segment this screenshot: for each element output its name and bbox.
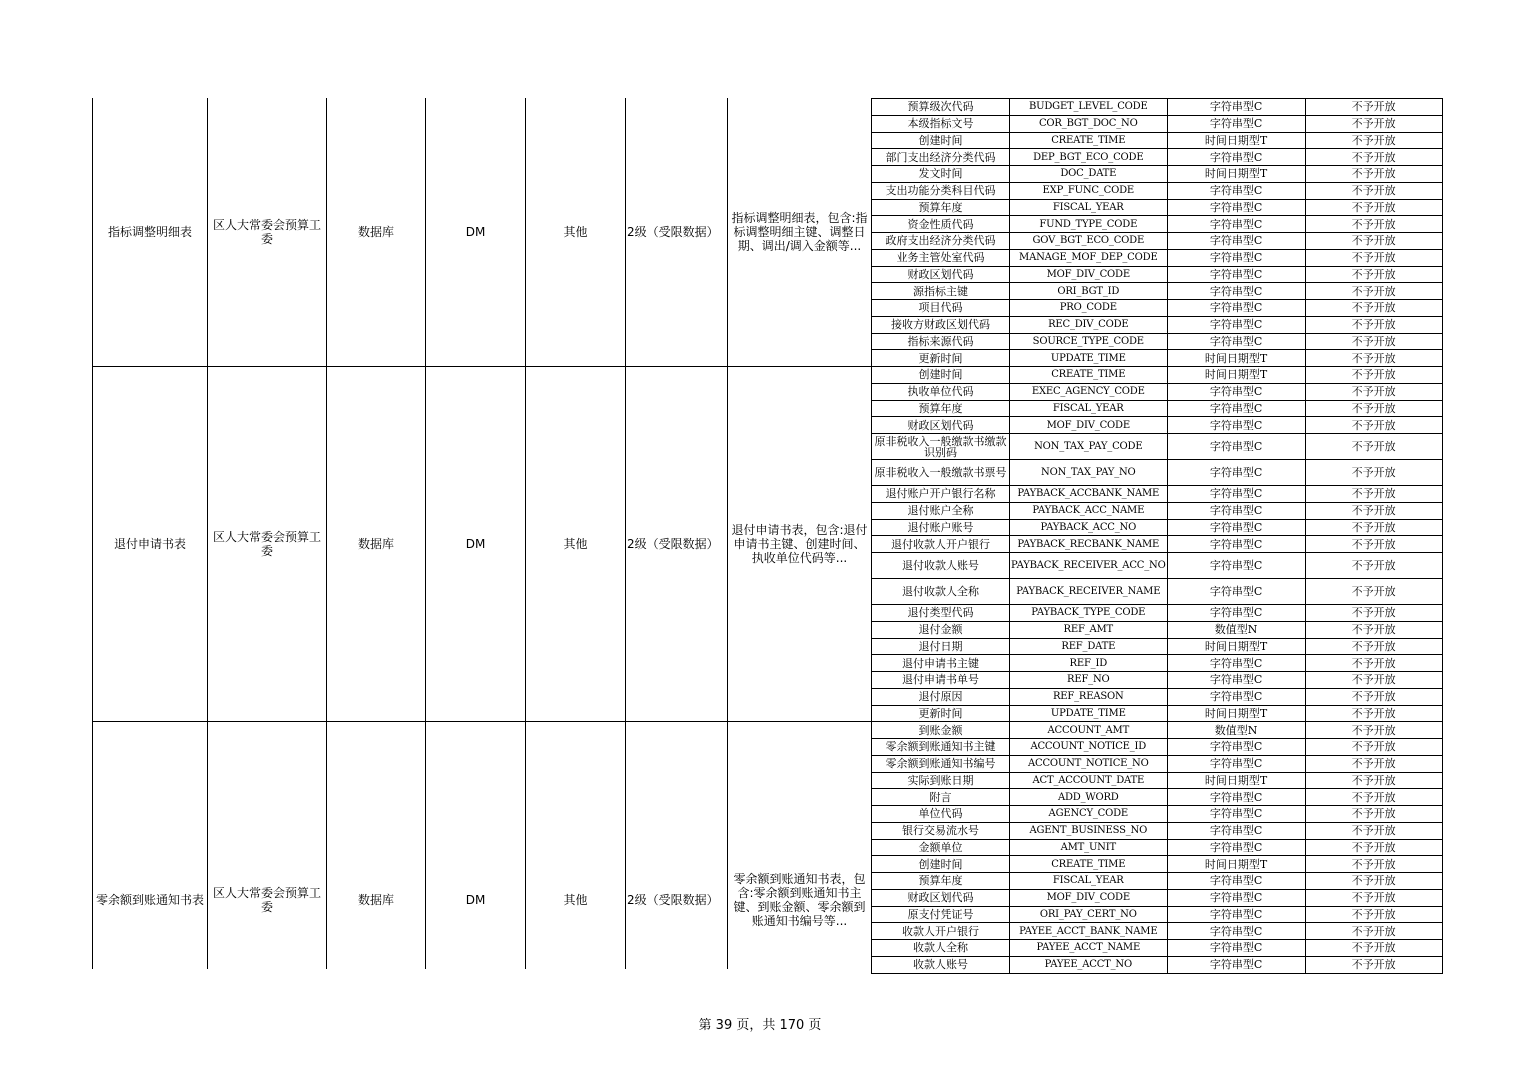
table-row [872,233,1443,250]
field-chinese-name: 单位代码 [872,806,1010,823]
field-chinese-name: 退付收款人全称 [872,579,1010,605]
field-type: 数值型N [1167,722,1305,739]
field-type: 时间日期型T [1167,638,1305,655]
field-code: PAYBACK_RECBANK_NAME [1010,536,1168,553]
field-open-status: 不予开放 [1305,873,1442,890]
table-row [872,434,1443,460]
meta-storage: 数据库 [357,893,394,907]
field-type: 字符串型C [1167,486,1305,503]
field-chinese-name: 预算年度 [872,873,1010,890]
field-code: DEP_BGT_ECO_CODE [1010,149,1168,166]
table-row [872,705,1443,722]
field-type: 字符串型C [1167,940,1305,957]
field-type: 时间日期型T [1167,350,1305,367]
meta-db-type: DM [465,893,486,907]
field-open-status: 不予开放 [1305,233,1442,250]
field-code: MOF_DIV_CODE [1010,889,1168,906]
field-chinese-name: 接收方财政区划代码 [872,316,1010,333]
field-code: PAYBACK_TYPE_CODE [1010,605,1168,622]
field-type: 时间日期型T [1167,772,1305,789]
meta-table-name: 零余额到账通知书表 [95,893,204,907]
table-row [872,216,1443,233]
table-row [872,132,1443,149]
meta-category: 其他 [563,893,588,907]
field-type: 字符串型C [1167,383,1305,400]
field-chinese-name: 退付原因 [872,688,1010,705]
table-row [872,300,1443,317]
field-code: MOF_DIV_CODE [1010,266,1168,283]
field-code: MANAGE_MOF_DEP_CODE [1010,249,1168,266]
field-code: REF_DATE [1010,638,1168,655]
field-type: 字符串型C [1167,519,1305,536]
field-table [871,98,1443,974]
field-type: 字符串型C [1167,266,1305,283]
field-code: FISCAL_YEAR [1010,199,1168,216]
meta-storage: 数据库 [357,225,394,239]
field-open-status: 不予开放 [1305,621,1442,638]
field-chinese-name: 退付类型代码 [872,605,1010,622]
field-type: 字符串型C [1167,655,1305,672]
table-row [872,739,1443,756]
table-row [872,182,1443,199]
table-row [872,316,1443,333]
table-row [872,536,1443,553]
field-code: BUDGET_LEVEL_CODE [1010,99,1168,116]
field-open-status: 不予开放 [1305,300,1442,317]
field-code: ACCOUNT_NOTICE_ID [1010,739,1168,756]
field-open-status: 不予开放 [1305,889,1442,906]
field-chinese-name: 更新时间 [872,350,1010,367]
field-type: 字符串型C [1167,536,1305,553]
field-open-status: 不予开放 [1305,199,1442,216]
field-chinese-name: 退付金额 [872,621,1010,638]
field-type: 字符串型C [1167,956,1305,973]
field-chinese-name: 部门支出经济分类代码 [872,149,1010,166]
meta-storage: 数据库 [357,536,394,551]
field-code: PAYBACK_ACCBANK_NAME [1010,486,1168,503]
meta-dept: 区人大常委会预算工委 [212,529,321,558]
field-open-status: 不予开放 [1305,333,1442,350]
meta-db-type: DM [465,225,486,239]
field-code: ORI_PAY_CERT_NO [1010,906,1168,923]
table-row [872,149,1443,166]
field-chinese-name: 退付收款人开户银行 [872,536,1010,553]
table-row [872,722,1443,739]
field-chinese-name: 预算级次代码 [872,99,1010,116]
field-open-status: 不予开放 [1305,283,1442,300]
field-chinese-name: 创建时间 [872,856,1010,873]
field-open-status: 不予开放 [1305,772,1442,789]
field-type: 字符串型C [1167,182,1305,199]
field-type: 字符串型C [1167,417,1305,434]
field-open-status: 不予开放 [1305,486,1442,503]
field-code: PAYBACK_ACC_NAME [1010,502,1168,519]
table-row [872,283,1443,300]
field-type: 字符串型C [1167,923,1305,940]
field-code: PAYEE_ACCT_NAME [1010,940,1168,957]
field-open-status: 不予开放 [1305,182,1442,199]
field-type: 时间日期型T [1167,132,1305,149]
field-open-status: 不予开放 [1305,705,1442,722]
field-chinese-name: 本级指标文号 [872,115,1010,132]
field-open-status: 不予开放 [1305,789,1442,806]
field-code: REF_NO [1010,672,1168,689]
group-divider [92,721,871,722]
table-row [872,333,1443,350]
field-chinese-name: 更新时间 [872,705,1010,722]
field-chinese-name: 实际到账日期 [872,772,1010,789]
field-chinese-name: 附言 [872,789,1010,806]
field-type: 字符串型C [1167,460,1305,486]
field-open-status: 不予开放 [1305,579,1442,605]
table-row [872,99,1443,116]
table-row [872,655,1443,672]
field-chinese-name: 金额单位 [872,839,1010,856]
field-code: NON_TAX_PAY_CODE [1010,434,1168,460]
field-code: FISCAL_YEAR [1010,873,1168,890]
table-row [872,638,1443,655]
field-open-status: 不予开放 [1305,216,1442,233]
field-type: 字符串型C [1167,755,1305,772]
table-row [872,856,1443,873]
field-code: PAYBACK_ACC_NO [1010,519,1168,536]
field-chinese-name: 发文时间 [872,166,1010,183]
field-type: 时间日期型T [1167,856,1305,873]
field-open-status: 不予开放 [1305,149,1442,166]
field-code: UPDATE_TIME [1010,350,1168,367]
page-footer: 第 39 页，共 170 页 [698,1018,822,1033]
meta-table-name: 退付申请书表 [113,536,186,551]
field-open-status: 不予开放 [1305,519,1442,536]
table-row [872,940,1443,957]
table-row [872,367,1443,384]
field-open-status: 不予开放 [1305,605,1442,622]
field-chinese-name: 收款人开户银行 [872,923,1010,940]
field-open-status: 不予开放 [1305,316,1442,333]
field-chinese-name: 执收单位代码 [872,383,1010,400]
field-code: CREATE_TIME [1010,856,1168,873]
table-row [872,400,1443,417]
field-type: 字符串型C [1167,906,1305,923]
field-chinese-name: 支出功能分类科目代码 [872,182,1010,199]
field-type: 字符串型C [1167,789,1305,806]
column-divider [625,98,626,969]
field-type: 字符串型C [1167,822,1305,839]
field-type: 字符串型C [1167,672,1305,689]
field-code: UPDATE_TIME [1010,705,1168,722]
field-type: 字符串型C [1167,553,1305,579]
field-code: EXEC_AGENCY_CODE [1010,383,1168,400]
table-row [872,906,1443,923]
field-type: 字符串型C [1167,434,1305,460]
field-open-status: 不予开放 [1305,434,1442,460]
field-chinese-name: 财政区划代码 [872,417,1010,434]
table-row [872,789,1443,806]
field-chinese-name: 原非税收入一般缴款书缴款识别码 [872,434,1010,460]
field-code: ACCOUNT_NOTICE_NO [1010,755,1168,772]
field-open-status: 不予开放 [1305,266,1442,283]
field-type: 时间日期型T [1167,166,1305,183]
field-code: DOC_DATE [1010,166,1168,183]
table-description: 退付申请书表，包含:退付申请书主键、创建时间、执收单位代码等... [731,522,868,565]
table-row [872,621,1443,638]
field-code: COR_BGT_DOC_NO [1010,115,1168,132]
field-open-status: 不予开放 [1305,906,1442,923]
field-type: 字符串型C [1167,233,1305,250]
field-code: PAYEE_ACCT_BANK_NAME [1010,923,1168,940]
field-chinese-name: 退付账户开户银行名称 [872,486,1010,503]
table-description: 零余额到账通知书表，包含:零余额到账通知书主键、到账金额、零余额到账通知书编号等... [733,872,866,928]
column-divider [425,98,426,969]
field-chinese-name: 财政区划代码 [872,266,1010,283]
table-row [872,822,1443,839]
field-type: 数值型N [1167,621,1305,638]
field-type: 字符串型C [1167,216,1305,233]
meta-table-name: 指标调整明细表 [107,225,192,239]
table-row [872,923,1443,940]
table-row [872,519,1443,536]
field-open-status: 不予开放 [1305,383,1442,400]
field-open-status: 不予开放 [1305,417,1442,434]
field-code: GOV_BGT_ECO_CODE [1010,233,1168,250]
table-row [872,486,1443,503]
field-code: ORI_BGT_ID [1010,283,1168,300]
field-code: PRO_CODE [1010,300,1168,317]
field-open-status: 不予开放 [1305,940,1442,957]
field-code: AGENCY_CODE [1010,806,1168,823]
field-code: ACCOUNT_AMT [1010,722,1168,739]
field-type: 字符串型C [1167,579,1305,605]
field-type: 字符串型C [1167,99,1305,116]
field-type: 字符串型C [1167,605,1305,622]
field-code: NON_TAX_PAY_NO [1010,460,1168,486]
field-open-status: 不予开放 [1305,839,1442,856]
field-type: 字符串型C [1167,839,1305,856]
field-code: REC_DIV_CODE [1010,316,1168,333]
field-type: 字符串型C [1167,333,1305,350]
field-code: AMT_UNIT [1010,839,1168,856]
field-type: 时间日期型T [1167,367,1305,384]
field-open-status: 不予开放 [1305,249,1442,266]
meta-level: 2级（受限数据） [627,893,719,907]
field-open-status: 不予开放 [1305,460,1442,486]
meta-dept: 区人大常委会预算工委 [212,218,321,246]
table-row [872,605,1443,622]
table-row [872,199,1443,216]
field-type: 字符串型C [1167,283,1305,300]
field-code: ADD_WORD [1010,789,1168,806]
meta-db-type: DM [465,536,486,551]
field-chinese-name: 资金性质代码 [872,216,1010,233]
column-divider [326,98,327,969]
table-row [872,672,1443,689]
meta-category: 其他 [563,225,588,239]
field-open-status: 不予开放 [1305,166,1442,183]
field-open-status: 不予开放 [1305,367,1442,384]
field-chinese-name: 指标来源代码 [872,333,1010,350]
field-chinese-name: 收款人账号 [872,956,1010,973]
table-row [872,755,1443,772]
field-code: REF_REASON [1010,688,1168,705]
field-open-status: 不予开放 [1305,400,1442,417]
field-chinese-name: 收款人全称 [872,940,1010,957]
table-row [872,266,1443,283]
field-code: CREATE_TIME [1010,132,1168,149]
table-row [872,502,1443,519]
field-open-status: 不予开放 [1305,655,1442,672]
field-code: PAYBACK_RECEIVER_ACC_NO [1010,553,1168,579]
field-open-status: 不予开放 [1305,350,1442,367]
field-type: 字符串型C [1167,249,1305,266]
field-open-status: 不予开放 [1305,755,1442,772]
field-chinese-name: 退付收款人账号 [872,553,1010,579]
table-row [872,688,1443,705]
field-type: 字符串型C [1167,502,1305,519]
meta-level: 2级（受限数据） [627,536,719,551]
field-code: AGENT_BUSINESS_NO [1010,822,1168,839]
table-row [872,115,1443,132]
table-row [872,417,1443,434]
field-chinese-name: 退付账户账号 [872,519,1010,536]
field-chinese-name: 零余额到账通知书主键 [872,739,1010,756]
field-code: FUND_TYPE_CODE [1010,216,1168,233]
field-type: 字符串型C [1167,739,1305,756]
field-code: MOF_DIV_CODE [1010,417,1168,434]
field-open-status: 不予开放 [1305,806,1442,823]
column-divider [207,98,208,969]
table-row [872,873,1443,890]
table-row [872,383,1443,400]
table-row [872,460,1443,486]
field-chinese-name: 业务主管处室代码 [872,249,1010,266]
field-code: PAYBACK_RECEIVER_NAME [1010,579,1168,605]
meta-category: 其他 [563,536,588,551]
group-divider [92,366,871,367]
field-open-status: 不予开放 [1305,923,1442,940]
field-chinese-name: 银行交易流水号 [872,822,1010,839]
field-type: 字符串型C [1167,889,1305,906]
field-chinese-name: 财政区划代码 [872,889,1010,906]
meta-dept: 区人大常委会预算工委 [212,886,321,914]
column-divider [727,98,728,969]
field-chinese-name: 到账金额 [872,722,1010,739]
field-open-status: 不予开放 [1305,722,1442,739]
field-chinese-name: 创建时间 [872,367,1010,384]
field-code: REF_AMT [1010,621,1168,638]
field-type: 字符串型C [1167,316,1305,333]
field-open-status: 不予开放 [1305,502,1442,519]
field-chinese-name: 退付申请书单号 [872,672,1010,689]
field-chinese-name: 预算年度 [872,199,1010,216]
field-open-status: 不予开放 [1305,822,1442,839]
field-type: 字符串型C [1167,300,1305,317]
field-code: FISCAL_YEAR [1010,400,1168,417]
field-chinese-name: 预算年度 [872,400,1010,417]
field-chinese-name: 源指标主键 [872,283,1010,300]
field-chinese-name: 零余额到账通知书编号 [872,755,1010,772]
field-open-status: 不予开放 [1305,856,1442,873]
field-type: 字符串型C [1167,149,1305,166]
table-row [872,806,1443,823]
field-chinese-name: 退付申请书主键 [872,655,1010,672]
field-open-status: 不予开放 [1305,739,1442,756]
field-type: 字符串型C [1167,688,1305,705]
field-code: EXP_FUNC_CODE [1010,182,1168,199]
field-type: 字符串型C [1167,806,1305,823]
field-open-status: 不予开放 [1305,132,1442,149]
field-type: 字符串型C [1167,115,1305,132]
column-divider [525,98,526,969]
field-open-status: 不予开放 [1305,553,1442,579]
field-code: ACT_ACCOUNT_DATE [1010,772,1168,789]
field-chinese-name: 原支付凭证号 [872,906,1010,923]
field-chinese-name: 项目代码 [872,300,1010,317]
field-open-status: 不予开放 [1305,536,1442,553]
table-description: 指标调整明细表，包含:指标调整明细主键、调整日期、调出/调入金额等... [731,211,868,253]
table-row [872,553,1443,579]
column-divider [92,98,93,969]
table-row [872,166,1443,183]
table-row [872,579,1443,605]
field-chinese-name: 原非税收入一般缴款书票号 [872,460,1010,486]
table-row [872,889,1443,906]
field-open-status: 不予开放 [1305,638,1442,655]
field-chinese-name: 创建时间 [872,132,1010,149]
table-row [872,772,1443,789]
field-code: PAYEE_ACCT_NO [1010,956,1168,973]
field-code: SOURCE_TYPE_CODE [1010,333,1168,350]
table-row [872,839,1443,856]
field-open-status: 不予开放 [1305,99,1442,116]
field-code: REF_ID [1010,655,1168,672]
field-open-status: 不予开放 [1305,115,1442,132]
table-row [872,956,1443,973]
field-type: 字符串型C [1167,199,1305,216]
meta-level: 2级（受限数据） [627,225,719,239]
field-chinese-name: 政府支出经济分类代码 [872,233,1010,250]
field-open-status: 不予开放 [1305,672,1442,689]
field-open-status: 不予开放 [1305,688,1442,705]
table-row [872,249,1443,266]
field-type: 时间日期型T [1167,705,1305,722]
field-type: 字符串型C [1167,873,1305,890]
table-row [872,350,1443,367]
field-chinese-name: 退付账户全称 [872,502,1010,519]
field-type: 字符串型C [1167,400,1305,417]
field-code: CREATE_TIME [1010,367,1168,384]
field-chinese-name: 退付日期 [872,638,1010,655]
field-open-status: 不予开放 [1305,956,1442,973]
